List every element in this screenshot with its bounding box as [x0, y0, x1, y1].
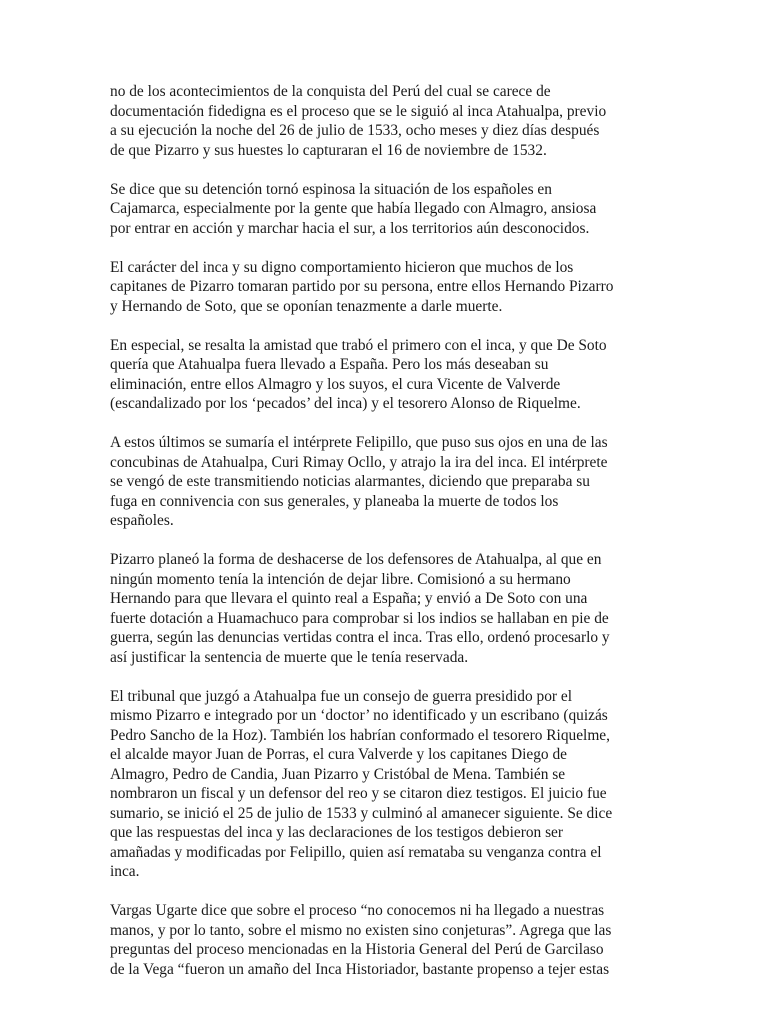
paragraph-4: En especial, se resalta la amistad que trabó el primero con el inca, y que De Soto quería que Atahualpa fuera llevado a España. Pero los más deseaban su eliminación, entre ellos Almagro y los suyos, el cura Vicente de Valverde (escandalizado por los ‘pecados’ del inca) y el tesorero Alonso de Riquelme. — [110, 336, 607, 412]
paragraph-3: El carácter del inca y su digno comportamiento hicieron que muchos de los capitanes de Pizarro tomaran partido por su persona, entre ellos Hernando Pizarro y Hernando de Soto, que se oponían tenazmente a darle muerte. — [110, 258, 614, 315]
paragraph-6: Pizarro planeó la forma de deshacerse de los defensores de Atahualpa, al que en ningún momento tenía la intención de dejar libre. Comisionó a su hermano Hernando para que llevara el quinto real a España; y envió a De Soto con una fuerte dotación a Huamachuco para comprobar si los indios se hallaban en pie de guerra, según las denuncias vertidas contra el inca. Tras ello, ordenó procesarlo y así justificar la sentencia de muerte que le tenía reservada. — [110, 551, 610, 666]
paragraph-7: El tribunal que juzgó a Atahualpa fue un consejo de guerra presidido por el mismo Pizarro e integrado por un ‘doctor’ no identificado y un escribano (quizás Pedro Sancho de la Hoz). También los habrían conformado el tesorero Riquelme, el alcalde mayor Juan de Porras, el cura Valverde y los capitanes Diego de Almagro, Pedro de Candia, Juan Pizarro y Cristóbal de Mena. También se nombraron un fiscal y un defensor del reo y se citaron diez testigos. El juicio fue sumario, se inició el 25 de julio de 1533 y culminó al amanecer siguiente. Se dice que las respuestas del inca y las declaraciones de los testigos debieron ser amañadas y modificadas por Felipillo, quien así remataba su venganza contra el inca. — [110, 687, 613, 880]
paragraph-8: Vargas Ugarte dice que sobre el proceso “no conocemos ni ha llegado a nuestras manos, y por lo tanto, sobre el mismo no existen sino conjeturas”. Agrega que las preguntas del proceso mencionadas en la Historia General del Perú de Garcilaso de la Vega “fueron un amaño del Inca Historiador, bastante propenso a tejer estas — [110, 902, 612, 978]
paragraph-5: A estos últimos se sumaría el intérprete Felipillo, que puso sus ojos en una de las concubinas de Atahualpa, Curi Rimay Ocllo, y atrajo la ira del inca. El intérprete se vengó de este transmitiendo noticias alarmantes, diciendo que preparaba su fuga en connivencia con sus generales, y planeaba la muerte de todos los españoles. — [110, 434, 608, 529]
document-body — [110, 82, 660, 999]
paragraph-2: Se dice que su detención tornó espinosa la situación de los españoles en Cajamarca, especialmente por la gente que había llegado con Almagro, ansiosa por entrar en acción y marchar hacia el sur, a los territorios aún desconocidos. — [110, 180, 597, 237]
paragraph-1: no de los acontecimientos de la conquista del Perú del cual se carece de documentación fidedigna es el proceso que se le siguió al inca Atahualpa, previo a su ejecución la noche del 26 de julio de 1533, ocho meses y diez días después de que Pizarro y sus huestes lo capturaran el 16 de noviembre de 1532. — [110, 83, 607, 159]
